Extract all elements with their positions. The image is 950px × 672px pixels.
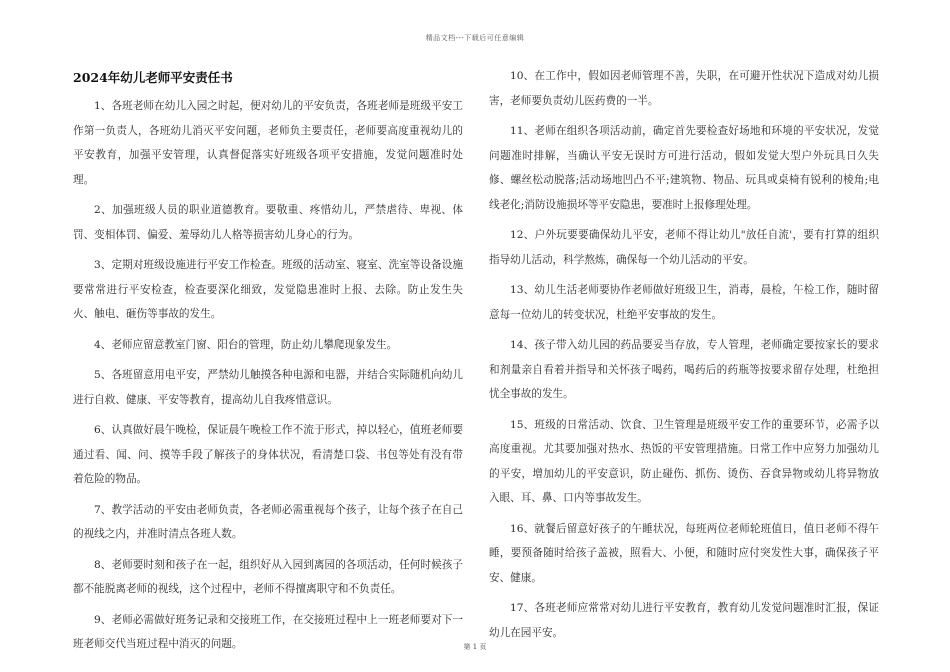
paragraph-17: 17、各班老师应常常对幼儿进行平安教育，教育幼儿发觉问题准时汇报，保证幼儿在园平安。 [489,602,879,639]
paragraph-3: 3、定期对班级设施进行平安工作检查。班级的活动室、寝室、洗室等设备设施要常常进行平安检查，检查要深化细致，发觉隐患准时上报、去除。防止发生失火、触电、砸伤等事故的发生。 [73,259,463,320]
document-title: 2024年幼儿老师平安责任书 [73,70,233,85]
paragraph-12: 12、户外玩要要确保幼儿平安，老师不得让幼儿"放任自流'，要有打算的组织指导幼儿活动，科学熬炼，确保每一个幼儿活动的平安。 [489,229,879,266]
paragraph-16: 16、就餐后留意好孩子的午睡状况，每班两位老师轮班值日，值日老师不得午睡，要预备随时给孩子盖被，照看大、小便，和随时应付突发性大事，确保孩子平安、健康。 [489,522,879,584]
paragraph-6: 6、认真做好晨午晚检，保证晨午晚检工作不流于形式，掉以轻心，值班老师要通过看、闻、问、摸等手段了解孩子的身体状况，看清楚口袋、书包等处有没有带着危险的物品。 [73,424,463,485]
right-column [489,64,879,651]
paragraph-15: 15、班级的日常活动、饮食、卫生管理是班级平安工作的重要环节，必需予以高度重视。尤其要加强对热水、热饭的平安管理措施。日常工作中应努力加强幼儿的平安，增加幼儿的平安意识，防止碰伤、抓伤、烫伤、吞食异物或幼儿将异物放入眼、耳、鼻、口内等事故发生。 [489,418,879,504]
paragraph-10: 10、在工作中，假如因老师管理不善，失职，在可避开性状况下造成对幼儿损害，老师要负责幼儿医药费的一半。 [489,70,879,107]
paragraph-11: 11、老师在组织各项活动前，确定首先要检查好场地和环境的平安状况，发觉问题准时排解，当确认平安无误时方可进行活动，假如发觉大型户外玩具日久失修、螺丝松动脱落;活动场地凹凸不平;建筑物、物品、玩具或桌椅有锐利的棱角;电线老化;消防设施损坏等平安隐患，要准时上报修理处理。 [489,125,879,211]
page-header: 精品文档---下载后可任意编辑 [425,34,525,42]
paragraph-14: 14、孩子带入幼儿园的药品要妥当存放，专人管理，老师确定要按家长的要求和剂量亲自看着并指导和关怀孩子喝药，喝药后的药瓶等按要求留存处理，杜绝担忧全事故的发生。 [489,339,879,400]
paragraph-8: 8、老师要时刻和孩子在一起，组织好从入园到离园的各项活动，任何时候孩子都不能脱离老师的视线，这个过程中，老师不得擅离职守和不负责任。 [73,558,463,595]
paragraph-7: 7、教学活动的平安由老师负责，各老师必需重视每个孩子，让每个孩子在自己的视线之内，并准时清点各班人数。 [73,503,463,540]
left-column [73,64,463,663]
paragraph-5: 5、各班留意用电平安，严禁幼儿触摸各种电源和电器，并结合实际随机向幼儿进行自救、健康、平安等教育，提高幼儿自我疼惜意识。 [73,369,463,406]
page-number: 第 1 页 [463,643,487,651]
paragraph-9: 9、老师必需做好班务记录和交接班工作，在交接班过程中上一班老师要对下一班老师交代当班过程中消灭的问题。 [73,613,463,650]
paragraph-1: 1、各班老师在幼儿入园之时起，便对幼儿的平安负责，各班老师是班级平安工作第一负责人，各班幼儿消灭平安问题，老师负主要责任，老师要高度重视幼儿的平安教育，加强平安管理，认真督促落实好班级各项平安措施，发觉问题准时处理。 [73,100,463,186]
paragraph-13: 13、幼儿生活老师要协作老师做好班级卫生，消毒，晨检，午检工作，随时留意每一位幼儿的转变状况，杜绝平安事故的发生。 [489,284,879,321]
paragraph-4: 4、老师应留意教室门窗、阳台的管理，防止幼儿攀爬现象发生。 [94,338,398,351]
paragraph-2: 2、加强班级人员的职业道德教育。要敬重、疼惜幼儿，严禁虐待、卑视、体罚、变相体罚、偏爱、羞辱幼儿人格等损害幼儿身心的行为。 [73,204,463,241]
